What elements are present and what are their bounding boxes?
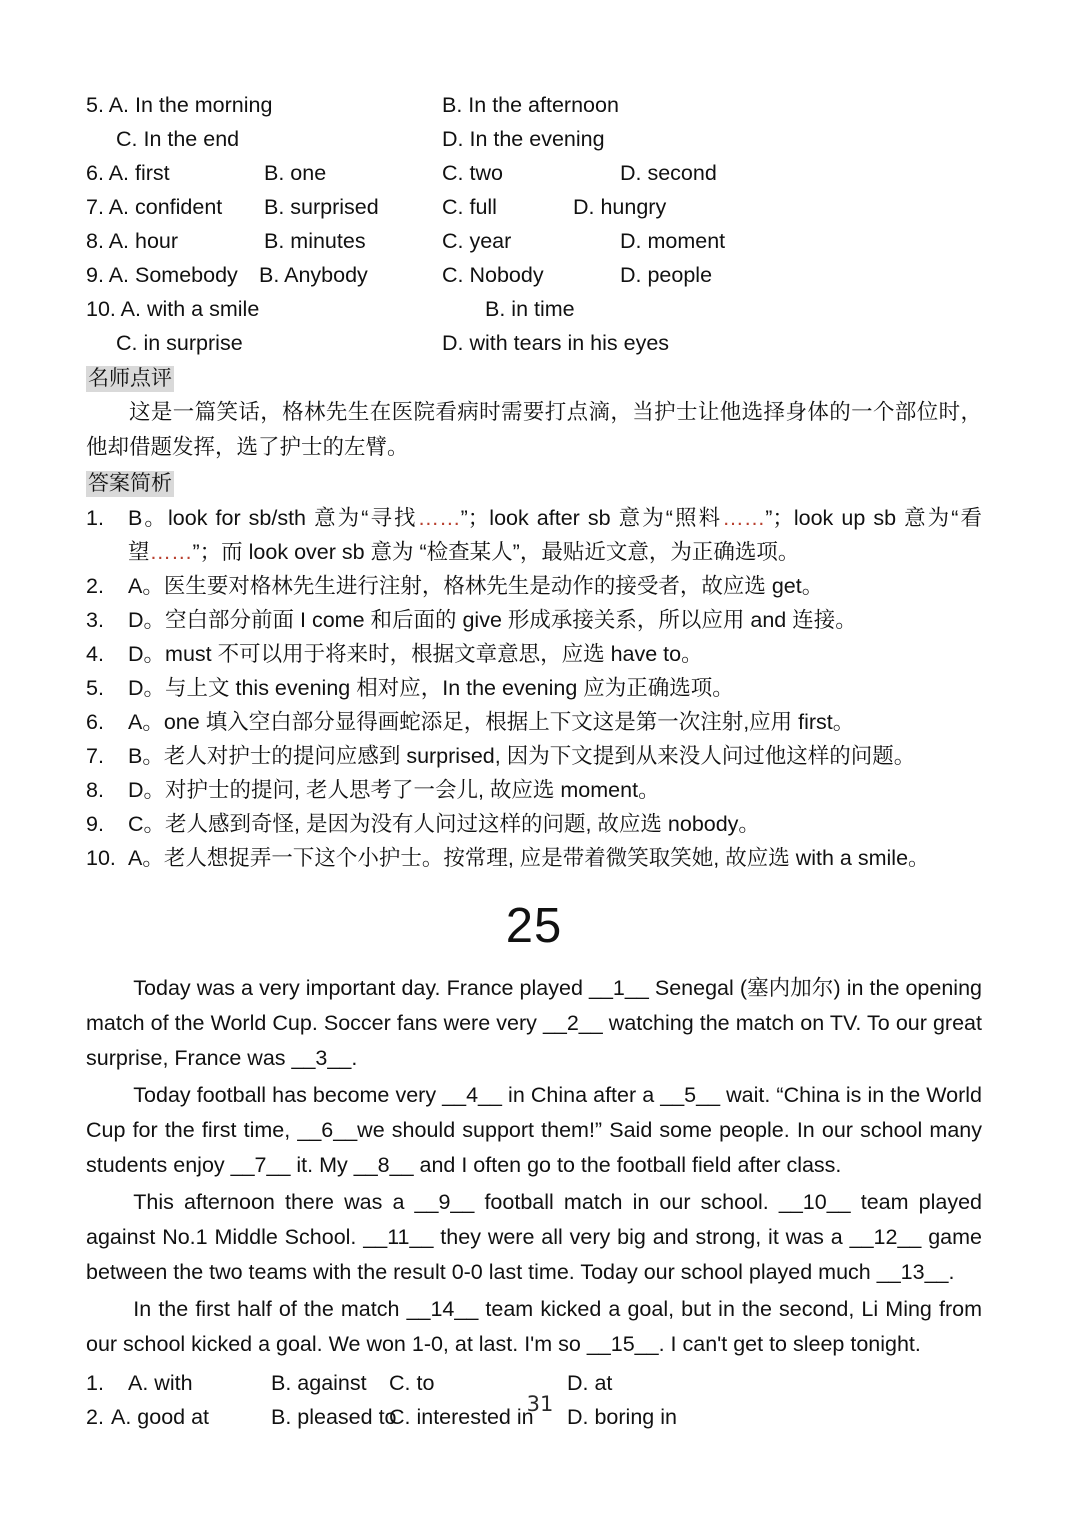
option-9-b: B. Anybody: [259, 263, 368, 287]
bottom-option-2-a: A. good at: [111, 1405, 210, 1429]
analysis-item-text: ”；look up sb 意为“看望: [128, 506, 982, 564]
top-options-block: [86, 88, 982, 360]
analysis-item: [86, 569, 982, 603]
analysis-item-answer: B。: [128, 744, 164, 768]
ellipsis-marker: ……: [722, 506, 766, 530]
option-5-c: C. In the end: [116, 127, 240, 151]
option-row-10b: [86, 326, 982, 360]
cloze-blank: __14__: [406, 1297, 479, 1321]
cloze-blank: __11__: [363, 1225, 434, 1249]
ellipsis-marker: ……: [149, 540, 193, 564]
analysis-item-text: 老人感到奇怪, 是因为没有人问过这样的问题, 故应选 nobody。: [165, 812, 760, 836]
analysis-list: [86, 501, 982, 875]
option-row-9: [86, 258, 982, 292]
analysis-item: [86, 671, 982, 705]
analysis-item-number: 1.: [86, 506, 104, 530]
analysis-item-number: 6.: [86, 710, 104, 734]
option-row-6: [86, 156, 982, 190]
analysis-item-text: 对护士的提问, 老人思考了一会儿, 故应选 moment。: [165, 778, 660, 802]
analysis-item: [86, 637, 982, 671]
option-8-d: D. moment: [620, 229, 726, 253]
option-8-c: C. year: [442, 229, 512, 253]
passage-paragraph: This afternoon there was a __9__ football match in our school. __10__ team played against No.1 Middle School. __11__ they were all very big and strong, it was a __12__ game between the two teams with the result 0-0 last time. Today our school played much __13__.: [86, 1190, 983, 1284]
option-10-a: 10. A. with a smile: [86, 297, 260, 321]
option-9-c: C. Nobody: [442, 263, 544, 287]
passage-paragraph: Today football has become very __4__ in China after a __5__ wait. “China is in the World Cup for the first time, __6__we should support them!” Said some people. In our school many students enjoy __7__ it. My __8__ and I often go to the football field after class.: [86, 1083, 982, 1177]
passage-number: 25: [505, 899, 563, 953]
cloze-blank: __13__: [876, 1260, 949, 1284]
option-7-a: 7. A. confident: [86, 195, 223, 219]
bottom-option-1-num: 1.: [86, 1371, 104, 1395]
commentary-text: 这是一篇笑话，格林先生在医院看病时需要打点滴，当护士让他选择身体的一个部位时，他却借题发挥，选了护士的左臂。: [86, 400, 982, 459]
option-9-d: D. people: [620, 263, 713, 287]
option-7-b: B. surprised: [264, 195, 379, 219]
page-number: 31: [526, 1392, 554, 1416]
commentary-heading: [86, 364, 982, 394]
analysis-item: [86, 773, 982, 807]
option-5-d: D. In the evening: [442, 127, 605, 151]
analysis-item-answer: A。: [128, 710, 164, 734]
analysis-item-number: 3.: [86, 608, 104, 632]
cloze-blank: __2__: [542, 1011, 603, 1035]
analysis-item-answer: A。: [128, 846, 164, 870]
analysis-item-answer: C。: [128, 812, 166, 836]
bottom-option-2-c: C. interested in: [389, 1405, 534, 1429]
bottom-option-2-d: D. boring in: [567, 1405, 677, 1429]
option-10-b: B. in time: [485, 297, 575, 321]
analysis-item: [86, 501, 982, 569]
option-7-c: C. full: [442, 195, 497, 219]
analysis-heading-label: 答案简析: [88, 472, 172, 495]
analysis-item-answer: B。: [128, 506, 169, 530]
cloze-blank: __7__: [230, 1153, 291, 1177]
analysis-item-answer: A。: [128, 574, 164, 598]
option-10-c: C. in surprise: [116, 331, 243, 355]
bottom-option-1-d: D. at: [567, 1371, 613, 1395]
option-8-b: B. minutes: [264, 229, 366, 253]
analysis-item: [86, 739, 982, 773]
option-6-a: 6. A. first: [86, 161, 170, 185]
bottom-option-2-b: B. pleased to: [271, 1405, 397, 1429]
cloze-blank: __9__: [414, 1190, 475, 1214]
bottom-option-1-b: B. against: [271, 1371, 367, 1395]
analysis-item-text: 老人想捉弄一下这个小护士。按常理, 应是带着微笑取笑她, 故应选 with a smile。: [163, 846, 930, 870]
ellipsis-marker: ……: [417, 506, 461, 530]
analysis-item-number: 10.: [86, 846, 116, 870]
analysis-item-number: 2.: [86, 574, 104, 598]
cloze-blank: __10__: [778, 1190, 851, 1214]
cloze-blank: __8__: [353, 1153, 414, 1177]
cloze-blank: __12__: [849, 1225, 922, 1249]
analysis-item-text: 医生要对格林先生进行注射，格林先生是动作的接受者，故应选 get。: [163, 574, 824, 598]
option-8-a: 8. A. hour: [86, 229, 179, 253]
option-6-d: D. second: [620, 161, 717, 185]
analysis-item: [86, 841, 982, 875]
analysis-item-number: 8.: [86, 778, 104, 802]
page-content: [86, 88, 982, 1434]
analysis-item-text: must 不可以用于将来时，根据文章意思，应选 have to。: [165, 642, 703, 666]
analysis-item-number: 7.: [86, 744, 104, 768]
cloze-blank: __6__: [297, 1118, 358, 1142]
commentary-heading-label: 名师点评: [88, 367, 172, 390]
analysis-item-number: 5.: [86, 676, 104, 700]
analysis-item-number: 9.: [86, 812, 104, 836]
option-row-5a: [86, 88, 982, 122]
analysis-item: [86, 705, 982, 739]
cloze-blank: __5__: [660, 1083, 721, 1107]
option-10-d: D. with tears in his eyes: [442, 331, 670, 355]
option-row-7: [86, 190, 982, 224]
analysis-item-number: 4.: [86, 642, 104, 666]
analysis-item: [86, 807, 982, 841]
option-7-d: D. hungry: [573, 195, 667, 219]
option-6-c: C. two: [442, 161, 503, 185]
passage-body: [86, 971, 982, 1362]
cloze-blank: __4__: [442, 1083, 502, 1107]
analysis-item-answer: D。: [128, 676, 166, 700]
option-5-a: 5. A. In the morning: [86, 93, 273, 117]
analysis-item-answer: D。: [128, 778, 166, 802]
option-row-5b: [86, 122, 982, 156]
cloze-blank: __1__: [588, 976, 649, 1000]
bottom-option-1-c: C. to: [389, 1371, 435, 1395]
bottom-option-2-num: 2.: [86, 1405, 104, 1429]
option-6-b: B. one: [264, 161, 327, 185]
passage-paragraph: Today was a very important day. France played __1__ Senegal (塞内加尔) in the opening match of the World Cup. Soccer fans were very __2__ watching the match on TV. To our great surprise, France was __3__.: [86, 976, 982, 1070]
analysis-item-text: ”；look after sb 意为“照料: [460, 506, 723, 530]
cloze-blank: __15__: [586, 1332, 659, 1356]
analysis-item-answer: D。: [128, 642, 166, 666]
option-row-8: [86, 224, 982, 258]
option-row-10a: [86, 292, 982, 326]
passage-paragraph: In the first half of the match __14__ team kicked a goal, but in the second, Li Ming from our school kicked a goal. We won 1-0, at last. I'm so __15__. I can't get to sleep tonight.: [86, 1297, 982, 1356]
option-9-a: 9. A. Somebody: [86, 263, 238, 287]
analysis-item-text: one 填入空白部分显得画蛇添足，根据上下文这是第一次注射,应用 first。: [163, 710, 855, 734]
analysis-item-text: 老人对护士的提问应感到 surprised, 因为下文提到从来没人问过他这样的问题。: [163, 744, 916, 768]
bottom-option-1-a: A. with: [128, 1371, 193, 1395]
analysis-item-text: 与上文 this evening 相对应，In the evening 应为正确选项。: [165, 676, 734, 700]
analysis-item-answer: D。: [128, 608, 166, 632]
analysis-heading: [86, 469, 982, 499]
analysis-item-text: look for sb/sth 意为“寻找: [168, 506, 418, 530]
analysis-item-text: 空白部分前面 I come 和后面的 give 形成承接关系，所以应用 and 连接。: [165, 608, 857, 632]
cloze-blank: __3__: [291, 1046, 352, 1070]
analysis-item: [86, 603, 982, 637]
analysis-item-text: ”；而 look over sb 意为 “检查某人”，最贴近文意，为正确选项。: [192, 540, 800, 564]
option-5-b: B. In the afternoon: [442, 93, 619, 117]
